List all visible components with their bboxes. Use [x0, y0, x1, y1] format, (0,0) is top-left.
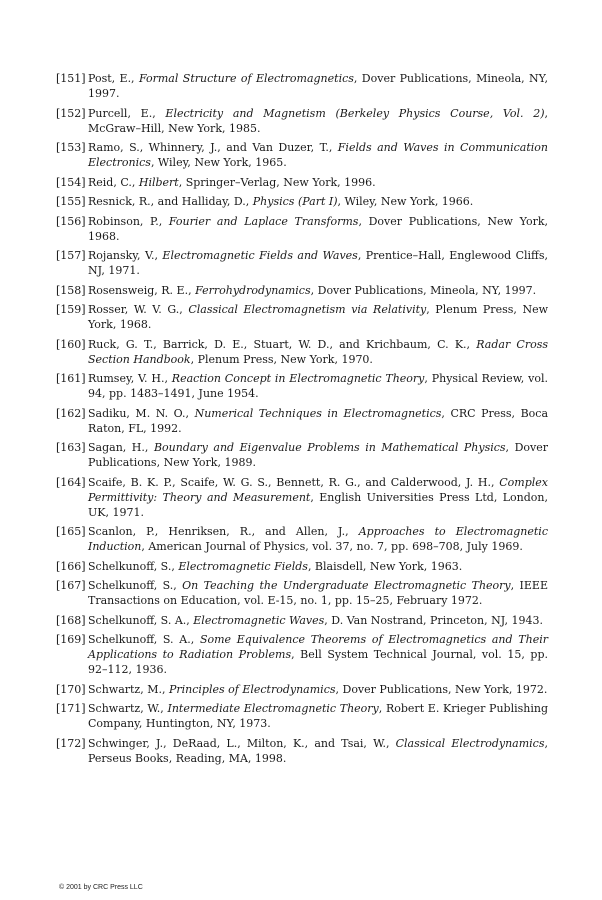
reference-text [88, 633, 548, 676]
reference-title: On Teaching the Undergraduate Electromagnetic Theory [182, 579, 511, 592]
reference-entry [56, 337, 548, 367]
reference-publication: , Dover Publications, Mineola, NY, 1997. [310, 283, 537, 297]
reference-title: Electromagnetic Fields [178, 559, 308, 573]
reference-publication: , Springer–Verlag, New York, 1996. [178, 175, 376, 189]
reference-entry [56, 559, 548, 574]
reference-entry [56, 302, 548, 332]
reference-text [88, 284, 536, 297]
reference-number: [159] [56, 303, 86, 316]
reference-title: Physics (Part I) [252, 195, 338, 208]
reference-text [88, 476, 548, 519]
reference-number: [161] [56, 372, 86, 385]
reference-entry [56, 440, 548, 470]
reference-number: [167] [56, 579, 86, 592]
reference-publication: , Blaisdell, New York, 1963. [307, 559, 463, 573]
reference-text [88, 407, 548, 435]
reference-publication: , CRC Press, Boca Raton, FL, 1992. [88, 406, 548, 435]
reference-publication: , IEEE Transactions on Education, vol. E-15, no. 1, pp. 15–25, February 1972. [88, 579, 548, 607]
reference-number: [170] [56, 682, 86, 696]
reference-publication: , Wiley, New York, 1966. [337, 195, 474, 208]
reference-authors: Reid, C., [88, 175, 139, 189]
reference-number: [160] [56, 337, 86, 351]
reference-text [88, 737, 548, 765]
reference-publication: , Dover Publications, New York, 1972. [335, 682, 548, 696]
reference-publication: , Bell System Technical Journal, vol. 15, pp. 92–112, 1936. [88, 648, 548, 676]
reference-number: [172] [56, 736, 86, 750]
reference-authors: Robinson, P., [88, 214, 169, 228]
reference-title: Principles of Electrodynamics [168, 682, 336, 696]
reference-text [88, 303, 548, 331]
reference-entry [56, 371, 548, 401]
reference-title: Complex Permittivity: Theory and Measurement [88, 475, 548, 504]
reference-number: [158] [56, 283, 86, 297]
reference-title: Some Equivalence Theorems of Electromagnetics and Their Applications to Radiation Problems [88, 633, 548, 661]
copyright-footer: © 2001 by CRC Press LLC [59, 884, 143, 891]
reference-text [88, 560, 462, 573]
reference-title: Numerical Techniques in Electromagnetics [194, 406, 442, 420]
reference-entry [56, 71, 548, 101]
reference-text [88, 702, 548, 730]
reference-publication: , English Universities Press Ltd, London, UK, 1971. [88, 490, 549, 519]
reference-number: [157] [56, 249, 86, 262]
reference-title: Approaches to Electromagnetic Induction [88, 525, 548, 553]
reference-text [88, 141, 548, 169]
reference-text [88, 441, 548, 469]
reference-number: [152] [56, 106, 86, 120]
reference-text [88, 249, 548, 277]
reference-title: Hilbert [138, 175, 179, 189]
reference-entry [56, 736, 548, 766]
reference-number: [156] [56, 214, 86, 228]
reference-entry [56, 406, 548, 436]
reference-publication: , Perseus Books, Reading, MA, 1998. [88, 736, 548, 765]
reference-publication: , Dover Publications, Mineola, NY, 1997. [88, 72, 549, 100]
reference-authors: Schelkunoff, S., [88, 579, 183, 592]
reference-authors: Schwartz, M., [88, 682, 169, 696]
reference-authors: Schwinger, J., DeRaad, L., Milton, K., and Tsai, W., [88, 736, 396, 750]
reference-entry [56, 175, 548, 190]
reference-authors: Rumsey, V. H., [88, 372, 172, 385]
reference-publication: , Plenum Press, New York, 1970. [190, 352, 373, 366]
reference-title: Classical Electrodynamics [395, 736, 545, 750]
reference-entry [56, 524, 548, 554]
reference-title: Ferrohydrodynamics [195, 283, 311, 297]
reference-title: Formal Structure of Electromagnetics [138, 72, 354, 85]
reference-entry [56, 701, 548, 731]
reference-text [88, 683, 547, 696]
reference-authors: Schelkunoff, S. A., [88, 633, 200, 646]
reference-text [88, 614, 543, 627]
reference-text [88, 176, 376, 189]
reference-authors: Rosser, W. V. G., [88, 303, 189, 316]
reference-text [88, 107, 548, 135]
reference-text [88, 195, 473, 208]
reference-publication: , D. Van Nostrand, Princeton, NJ, 1943. [324, 613, 543, 627]
reference-authors: Sadiku, M. N. O., [88, 406, 195, 420]
reference-publication: , Prentice–Hall, Englewood Cliffs, NJ, 1971. [88, 249, 548, 277]
reference-title: Fields and Waves in Communication Electronics [88, 141, 548, 169]
reference-authors: Ramo, S., Whinnery, J., and Van Duzer, T., [88, 141, 338, 154]
reference-list [56, 71, 548, 770]
reference-text [88, 525, 548, 553]
reference-publication: , Plenum Press, New York, 1968. [88, 303, 548, 331]
reference-authors: Schelkunoff, S., [88, 559, 179, 573]
reference-number: [169] [56, 633, 86, 646]
reference-authors: Schelkunoff, S. A., [88, 613, 194, 627]
reference-text [88, 579, 548, 607]
reference-authors: Purcell, E., [88, 106, 166, 120]
reference-number: [162] [56, 406, 86, 420]
reference-title: Reaction Concept in Electromagnetic Theory [171, 372, 425, 385]
reference-publication: , Robert E. Krieger Publishing Company, Huntington, NY, 1973. [88, 702, 548, 730]
reference-publication: , Wiley, New York, 1965. [150, 156, 287, 169]
reference-title: Radar Cross Section Handbook [88, 337, 548, 366]
reference-title: Classical Electromagnetism via Relativity [188, 303, 427, 316]
reference-authors: Resnick, R., and Halliday, D., [88, 195, 253, 208]
reference-title: Electromagnetic Waves [193, 613, 325, 627]
reference-publication: , Dover Publications, New York, 1989. [88, 441, 549, 469]
reference-publication: , American Journal of Physics, vol. 37, no. 7, pp. 698–708, July 1969. [141, 540, 523, 553]
reference-entry [56, 283, 548, 298]
reference-entry [56, 578, 548, 608]
reference-number: [166] [56, 559, 86, 573]
reference-number: [171] [56, 702, 86, 715]
reference-text [88, 372, 548, 400]
reference-authors: Rojansky, V., [88, 249, 163, 262]
reference-title: Electromagnetic Fields and Waves [162, 249, 358, 262]
reference-entry [56, 682, 548, 697]
reference-publication: , McGraw–Hill, New York, 1985. [88, 106, 548, 135]
reference-number: [165] [56, 525, 86, 538]
reference-number: [151] [56, 72, 86, 85]
reference-entry [56, 194, 548, 209]
reference-authors: Schwartz, W., [88, 702, 168, 715]
reference-entry [56, 613, 548, 628]
reference-authors: Sagan, H., [88, 441, 154, 454]
reference-text [88, 338, 548, 366]
reference-title: Electricity and Magnetism (Berkeley Physics Course, Vol. 2) [165, 106, 545, 120]
reference-authors: Rosensweig, R. E., [88, 283, 196, 297]
reference-entry [56, 475, 548, 520]
reference-number: [154] [56, 175, 86, 189]
reference-entry [56, 632, 548, 677]
reference-entry [56, 106, 548, 136]
reference-publication: , Physical Review, vol. 94, pp. 1483–1491, June 1954. [88, 372, 548, 400]
reference-authors: Ruck, G. T., Barrick, D. E., Stuart, W. D., and Krichbaum, C. K., [88, 337, 477, 351]
reference-number: [164] [56, 475, 86, 489]
reference-number: [155] [56, 195, 86, 208]
reference-entry [56, 214, 548, 244]
reference-number: [153] [56, 141, 86, 154]
reference-title: Intermediate Electromagnetic Theory [167, 702, 379, 715]
reference-authors: Scanlon, P., Henriksen, R., and Allen, J., [88, 525, 359, 538]
reference-number: [163] [56, 441, 86, 454]
reference-title: Boundary and Eigenvalue Problems in Mathematical Physics [153, 441, 506, 454]
reference-title: Fourier and Laplace Transforms [168, 214, 359, 228]
reference-text [88, 72, 548, 100]
reference-text [88, 215, 548, 243]
reference-authors: Post, E., [88, 72, 139, 85]
reference-authors: Scaife, B. K. P., Scaife, W. G. S., Bennett, R. G., and Calderwood, J. H., [88, 475, 500, 489]
reference-entry [56, 140, 548, 170]
reference-publication: , Dover Publications, New York, 1968. [88, 214, 548, 243]
reference-number: [168] [56, 613, 86, 627]
reference-entry [56, 248, 548, 278]
